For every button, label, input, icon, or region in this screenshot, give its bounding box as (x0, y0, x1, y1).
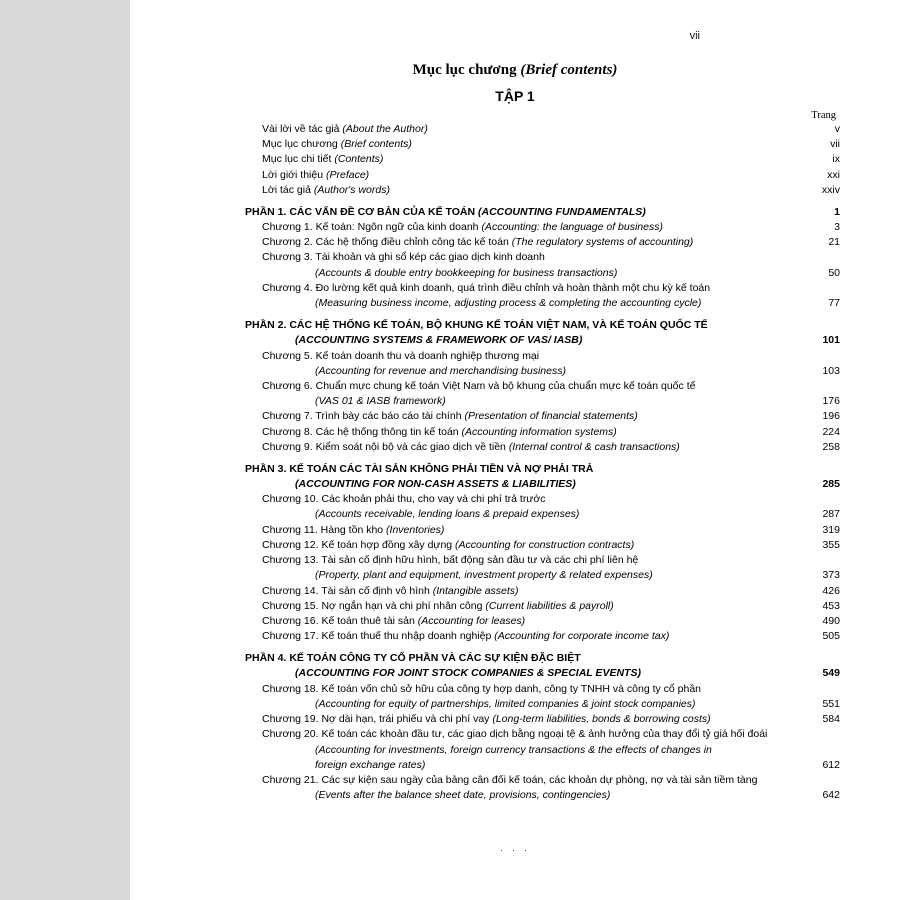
toc-entry-label (190, 599, 794, 614)
toc-entry-label (190, 462, 794, 477)
toc-entry-title-en: (Accounting for revenue and merchandising business) (315, 364, 566, 377)
toc-entry-label (190, 379, 794, 394)
toc-entry-title-vi: Chương 7. Trình bày các báo cáo tài chính (262, 410, 465, 423)
toc-entry-label (190, 205, 794, 220)
toc-entry-label (190, 477, 794, 492)
toc-entry-page (794, 727, 840, 742)
toc-entry-title-vi: Chương 11. Hàng tồn kho (262, 523, 387, 536)
toc-entry-page: 490 (822, 615, 840, 628)
toc-row[interactable] (190, 440, 840, 455)
toc-entry-page: 176 (822, 395, 840, 408)
toc-entry-label (190, 137, 794, 152)
toc-entry-title-vi: Chương 8. Các hệ thống thông tin kế toán (262, 425, 462, 438)
toc-entry-title-vi: Chương 10. Các khoản phải thu, cho vay và chi phí trả trước (262, 493, 546, 506)
toc-entry-page (794, 553, 840, 568)
toc-entry-title-en: (Accounting for equity of partnerships, limited companies & joint stock companies) (315, 697, 696, 710)
page-column-header: Trang (811, 110, 836, 121)
toc-entry-label (190, 629, 794, 644)
toc-entry-label (190, 758, 794, 773)
toc-entry-page: 287 (822, 508, 840, 521)
toc-entry-label (190, 727, 794, 742)
toc-entry-title-vi: Chương 12. Kế toán hợp đồng xây dựng (262, 538, 456, 551)
toc-entry-page (794, 743, 840, 758)
toc-entry-label (190, 235, 794, 250)
toc-entry-label (190, 614, 794, 629)
toc-entry-title-en: (VAS 01 & IASB framework) (315, 395, 446, 408)
toc-row[interactable] (190, 333, 840, 348)
toc-row[interactable] (190, 568, 840, 583)
toc-entry-title-vi: Chương 19. Nợ dài hạn, trái phiếu và chi phí vay (262, 713, 493, 726)
toc-row[interactable] (190, 492, 840, 507)
toc-row[interactable] (190, 614, 840, 629)
toc-entry-title-en: (Brief contents) (340, 138, 412, 151)
toc-entry-label (190, 168, 794, 183)
toc-entry-title-en: (About the Author) (342, 122, 428, 135)
toc-entry-page: 3 (834, 220, 840, 233)
toc-entry-title-vi: Chương 14. Tài sản cố định vô hình (262, 584, 433, 597)
toc-entry-title-vi: Chương 18. Kế toán vốn chủ sở hữu của công ty hợp danh, công ty TNHH và công ty cổ phần (262, 682, 702, 695)
toc-row[interactable] (190, 584, 840, 599)
toc-entry-title-en: (Internal control & cash transactions) (508, 440, 680, 453)
toc-entry-title-en: (Intangible assets) (432, 584, 519, 597)
toc-entry-title-vi: Vài lời về tác giả (262, 122, 343, 135)
toc-entry-title-vi: PHẦN 2. CÁC HỆ THỐNG KẾ TOÁN, BỘ KHUNG KẾ TOÁN VIỆT NAM, VÀ KẾ TOÁN QUỐC TẾ (245, 319, 708, 332)
toc-entry-label (190, 364, 794, 379)
toc-entry-page: ix (832, 153, 840, 166)
toc-entry-page (794, 318, 840, 333)
toc-entry-page: vii (830, 138, 840, 151)
toc-entry-title-en: (Property, plant and equipment, investment property & related expenses) (315, 569, 653, 582)
toc-entry-label (190, 743, 794, 758)
toc-entry-title-en: (Presentation of financial statements) (464, 410, 638, 423)
toc-entry-title-en: (Accounting information systems) (461, 425, 617, 438)
toc-row[interactable] (190, 758, 840, 773)
toc-row[interactable] (190, 788, 840, 803)
toc-row[interactable] (190, 462, 840, 477)
toc-entry-page (794, 379, 840, 394)
toc-entry-title-en: (Events after the balance sheet date, provisions, contingencies) (315, 789, 611, 802)
toc-entry-title-en: (Accounts receivable, lending loans & prepaid expenses) (315, 508, 580, 521)
toc-entry-title-en: (Contents) (334, 153, 384, 166)
toc-content (190, 62, 840, 804)
toc-entry-page: xxiv (821, 183, 840, 196)
toc-row[interactable] (190, 220, 840, 235)
toc-row[interactable] (190, 152, 840, 167)
toc-row[interactable] (190, 682, 840, 697)
toc-entry-label (190, 584, 794, 599)
toc-entry-title-en: (Preface) (325, 168, 370, 181)
toc-entry-title-vi: Chương 16. Kế toán thuê tài sản (262, 615, 418, 628)
toc-row[interactable] (190, 410, 840, 425)
toc-row[interactable] (190, 281, 840, 296)
toc-entry-page: 103 (822, 364, 840, 377)
toc-entry-page: 21 (828, 236, 840, 249)
toc-row[interactable] (190, 425, 840, 440)
toc-entry-page: v (834, 122, 840, 135)
toc-entry-title-en: (Long-term liabilities, bonds & borrowing costs) (492, 713, 711, 726)
toc-entry-label (190, 651, 794, 666)
toc-entry-title-en: (Accounting for construction contracts) (455, 538, 635, 551)
toc-entry-page: 258 (822, 440, 840, 453)
toc-row[interactable] (190, 651, 840, 666)
row-spacer (190, 455, 840, 462)
toc-entry-page (794, 682, 840, 697)
toc-entry-title-en: (ACCOUNTING FOR JOINT STOCK COMPANIES & SPECIAL EVENTS) (295, 667, 641, 680)
toc-row[interactable] (190, 629, 840, 644)
toc-entry-title-vi: Chương 9. Kiểm soát nội bộ và các giao dịch về tiền (262, 440, 509, 453)
row-spacer (190, 311, 840, 318)
toc-entry-page (794, 462, 840, 477)
toc-entry-label (190, 440, 794, 455)
toc-entry-page: 453 (822, 599, 840, 612)
toc-entry-title-en: (The regulatory systems of accounting) (511, 236, 694, 249)
toc-row[interactable] (190, 523, 840, 538)
toc-entry-label (190, 281, 794, 296)
toc-entry-title-vi: Lời giới thiệu (262, 168, 326, 181)
toc-entry-title-vi: Chương 13. Tài sản cố định hữu hình, bất động sản đầu tư và các chi phí liên hệ (262, 554, 639, 567)
page-folio: vii (689, 30, 700, 42)
toc-row[interactable] (190, 168, 840, 183)
toc-entry-label (190, 122, 794, 137)
toc-entry-title-vi: PHẦN 3. KẾ TOÁN CÁC TÀI SẢN KHÔNG PHẢI TIỀN VÀ NỢ PHẢI TRẢ (245, 462, 594, 475)
toc-entry-page: 612 (822, 758, 840, 771)
toc-row[interactable] (190, 251, 840, 266)
toc-entry-title-vi: PHẦN 1. CÁC VẤN ĐỀ CƠ BẢN CỦA KẾ TOÁN (245, 205, 478, 218)
toc-entry-label (190, 697, 794, 712)
document-page (130, 0, 900, 900)
toc-entry-title-vi: Chương 1. Kế toán: Ngôn ngữ của kinh doanh (262, 220, 482, 233)
toc-entry-label (190, 682, 794, 697)
toc-table (190, 122, 840, 804)
toc-entry-title-en: (Accounting for leases) (417, 615, 526, 628)
toc-entry-label (190, 349, 794, 364)
toc-entry-title-en: (ACCOUNTING FOR NON-CASH ASSETS & LIABILITIES) (295, 478, 576, 491)
toc-row[interactable] (190, 773, 840, 788)
toc-entry-label (190, 251, 794, 266)
toc-entry-title-vi: Chương 20. Kế toán các khoản đầu tư, các giao dịch bằng ngoại tệ & ảnh hưởng của thay đổi tỷ giá hối đoái (262, 728, 768, 741)
toc-entry-page (794, 773, 840, 788)
page-title (190, 62, 840, 79)
toc-row[interactable] (190, 183, 840, 198)
toc-row[interactable] (190, 727, 840, 742)
toc-row[interactable] (190, 235, 840, 250)
toc-row[interactable] (190, 266, 840, 281)
toc-entry-title-en: (Accounting: the language of business) (481, 220, 663, 233)
toc-entry-page: 549 (822, 667, 840, 680)
toc-row[interactable] (190, 667, 840, 682)
toc-entry-title-vi: Chương 17. Kế toán thuế thu nhập doanh nghiệp (262, 630, 495, 643)
toc-entry-label (190, 538, 794, 553)
toc-entry-page: 505 (822, 630, 840, 643)
toc-entry-page: 101 (822, 334, 840, 347)
toc-entry-title-vi: Chương 21. Các sự kiện sau ngày của bảng cân đối kế toán, các khoản dự phòng, nợ và tài sản tiềm tàng (262, 773, 758, 786)
toc-entry-page: 77 (828, 297, 840, 310)
toc-entry-page: 355 (822, 538, 840, 551)
toc-entry-title-en: (Current liabilities & payroll) (485, 599, 614, 612)
toc-entry-page: 642 (822, 789, 840, 802)
toc-entry-label (190, 553, 794, 568)
toc-entry-page: 224 (822, 425, 840, 438)
toc-entry-page: 1 (834, 205, 840, 218)
toc-row[interactable] (190, 296, 840, 311)
toc-entry-title-en: (Accounts & double entry bookkeeping for business transactions) (315, 266, 618, 279)
toc-entry-page: 551 (822, 697, 840, 710)
toc-entry-label (190, 568, 794, 583)
toc-row[interactable] (190, 508, 840, 523)
row-spacer (190, 645, 840, 652)
page-title-en: (Brief contents) (520, 62, 618, 78)
toc-row[interactable] (190, 122, 840, 137)
toc-entry-title-en: (Author's words) (313, 183, 390, 196)
toc-entry-page: 373 (822, 569, 840, 582)
toc-row[interactable] (190, 712, 840, 727)
toc-row[interactable] (190, 697, 840, 712)
toc-entry-label (190, 508, 794, 523)
toc-entry-page: 584 (822, 713, 840, 726)
toc-entry-title-en: (ACCOUNTING SYSTEMS & FRAMEWORK OF VAS/ IASB) (295, 334, 583, 347)
toc-entry-page (794, 281, 840, 296)
toc-row[interactable] (190, 743, 840, 758)
toc-row[interactable] (190, 477, 840, 492)
toc-entry-title-vi: Chương 4. Đo lường kết quả kinh doanh, quá trình điều chỉnh và hoàn thành một chu kỳ kế toán (262, 281, 711, 294)
toc-entry-label (190, 266, 794, 281)
toc-row[interactable] (190, 553, 840, 568)
toc-entry-title-vi: Mục lục chi tiết (262, 153, 335, 166)
toc-entry-title-vi: PHẦN 4. KẾ TOÁN CÔNG TY CỔ PHẦN VÀ CÁC SỰ KIỆN ĐẶC BIỆT (245, 652, 581, 665)
toc-entry-label (190, 296, 794, 311)
toc-entry-label (190, 318, 794, 333)
toc-entry-title-vi: Chương 6. Chuẩn mực chung kế toán Việt Nam và bộ khung của chuẩn mực kế toán quốc tế (262, 379, 696, 392)
toc-entry-page (794, 251, 840, 266)
volume-label: TẬP 1 (495, 88, 535, 104)
toc-entry-page (794, 349, 840, 364)
toc-entry-title-vi: Chương 5. Kế toán doanh thu và doanh nghiệp thương mại (262, 349, 540, 362)
toc-entry-page: 426 (822, 584, 840, 597)
toc-row[interactable] (190, 379, 840, 394)
footer-ornament: · · · (499, 845, 531, 856)
toc-entry-title-en: (Inventories) (386, 523, 445, 536)
toc-row[interactable] (190, 364, 840, 379)
toc-row[interactable] (190, 205, 840, 220)
toc-entry-title-en: (ACCOUNTING FUNDAMENTALS) (477, 205, 646, 218)
toc-row[interactable] (190, 137, 840, 152)
toc-entry-page: 50 (828, 266, 840, 279)
toc-entry-label (190, 183, 794, 198)
toc-entry-title-en: foreign exchange rates) (315, 758, 426, 771)
toc-entry-page: 196 (822, 410, 840, 423)
page-title-vi: Mục lục chương (412, 62, 517, 78)
toc-entry-title-vi: Mục lục chương (262, 138, 341, 151)
toc-entry-page: 319 (822, 523, 840, 536)
toc-entry-label (190, 152, 794, 167)
toc-entry-page: 285 (822, 478, 840, 491)
toc-row[interactable] (190, 318, 840, 333)
toc-entry-label (190, 712, 794, 727)
toc-entry-label (190, 773, 794, 788)
toc-entry-title-vi: Lời tác giả (262, 183, 314, 196)
toc-entry-label (190, 425, 794, 440)
toc-entry-title-en: (Accounting for corporate income tax) (494, 630, 670, 643)
toc-entry-label (190, 667, 794, 682)
toc-entry-page (794, 651, 840, 666)
toc-entry-label (190, 410, 794, 425)
row-spacer (190, 198, 840, 205)
toc-entry-title-en: (Accounting for investments, foreign currency transactions & the effects of changes in (315, 743, 712, 756)
toc-entry-label (190, 492, 794, 507)
toc-row[interactable] (190, 538, 840, 553)
toc-row[interactable] (190, 394, 840, 409)
toc-entry-label (190, 523, 794, 538)
toc-entry-label (190, 394, 794, 409)
toc-entry-label (190, 788, 794, 803)
toc-entry-label (190, 220, 794, 235)
toc-entry-title-vi: Chương 3. Tài khoản và ghi sổ kép các giao dịch kinh doanh (262, 251, 545, 264)
toc-entry-page: xxi (827, 168, 840, 181)
toc-row[interactable] (190, 599, 840, 614)
toc-entry-title-en: (Measuring business income, adjusting process & completing the accounting cycle) (315, 297, 702, 310)
toc-entry-page (794, 492, 840, 507)
toc-entry-label (190, 333, 794, 348)
toc-row[interactable] (190, 349, 840, 364)
toc-entry-title-vi: Chương 2. Các hệ thống điều chỉnh công tác kế toán (262, 236, 512, 249)
toc-entry-title-vi: Chương 15. Nợ ngắn hạn và chi phí nhân công (262, 599, 486, 612)
